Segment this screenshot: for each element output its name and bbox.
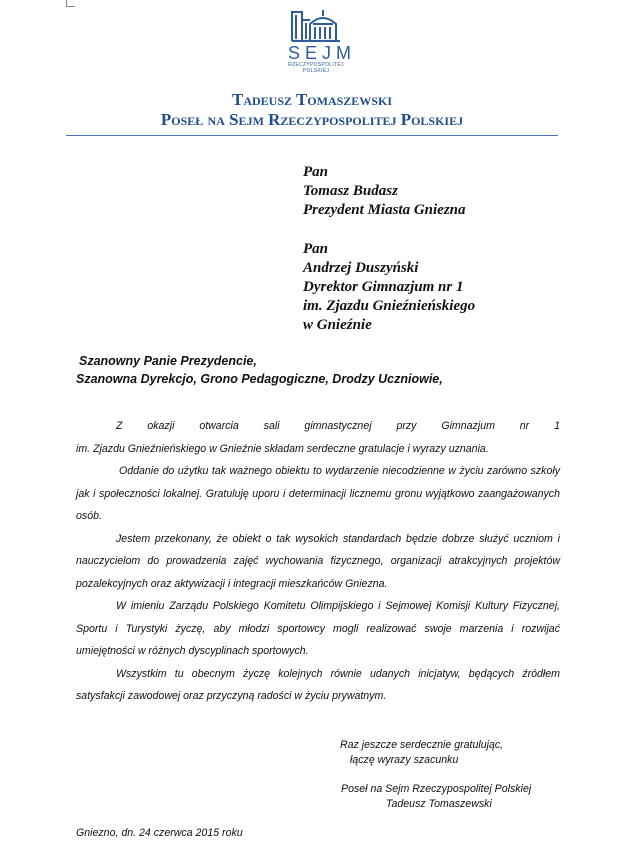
letter-body xyxy=(76,415,560,708)
logo-subtitle-line1: RZECZYPOSPOLITEJ xyxy=(288,62,344,68)
addressee-block-mayor xyxy=(303,163,466,220)
addressee-line: Andrzej Duszyński xyxy=(303,260,419,276)
sejm-building-icon xyxy=(290,8,342,42)
signature-name: Tadeusz Tomaszewski xyxy=(386,798,492,810)
addressee-line: Dyrektor Gimnazjum nr 1 xyxy=(303,279,464,295)
addressee-line: w Gnieźnie xyxy=(303,317,372,333)
addressee-line: im. Zjazdu Gnieźnieńskiego xyxy=(303,298,476,314)
author-title: Poseł na Sejm Rzeczypospolitej Polskiej xyxy=(160,110,464,129)
salutation-line-2: Szanowna Dyrekcjo, Grono Pedagogiczne, Drodzy Uczniowie, xyxy=(76,372,443,386)
addressee-line: Tomasz Budasz xyxy=(303,183,398,199)
logo-wordmark: SEJM xyxy=(288,43,357,63)
body-paragraph-2: Oddanie do użytku tak ważnego obiektu to wydarzenie niecodzienne w życiu zarówno szkoły jak i społeczności lokalnej. Gratuluję uporu i determinacji licznemu gronu wyjątkowo zaangażowanych osób. xyxy=(76,465,560,522)
addressee-line: Prezydent Miasta Gniezna xyxy=(303,202,466,218)
body-paragraph-3: Jestem przekonany, że obiekt o tak wysokich standardach będzie dobrze służyć uczniom i nauczycielom do prowadzenia zajęć wychowania fizycznego, organizacji atrakcyjnych projektów pozalekcyjnych oraz aktywizacji i integracji mieszkańców Gniezna. xyxy=(76,532,560,590)
body-paragraph-1-line-2: im. Zjazdu Gnieźnieńskiego w Gnieźnie składam serdeczne gratulacje i wyrazy uznania. xyxy=(76,442,489,455)
addressee-line: Pan xyxy=(303,241,329,257)
header-divider xyxy=(66,135,558,136)
logo-subtitle-line2: POLSKIEJ xyxy=(302,68,330,74)
page-corner-mark xyxy=(66,0,75,7)
closing-line-1: Raz jeszcze serdecznie gratulując, xyxy=(340,739,504,751)
body-paragraph-1-line-1: Z okazji otwarcia sali gimnastycznej przy Gimnazjum nr 1 xyxy=(116,420,560,432)
closing-line-2: łączę wyrazy szacunku xyxy=(350,754,459,766)
author-name: Tadeusz Tomaszewski xyxy=(232,90,392,109)
body-paragraph-5: Wszystkim tu obecnym życzę kolejnych równie udanych inicjatyw, będących źródłem satysfakcji zawodowej oraz przyczyną radości w życiu prywatnym. xyxy=(76,667,560,702)
sejm-logo xyxy=(283,8,357,74)
addressee-line: Pan xyxy=(303,164,329,180)
body-paragraph-4: W imieniu Zarządu Polskiego Komitetu Olimpijskiego i Sejmowej Komisji Kultury Fizycznej, Sportu i Turystyki życzę, aby młodzi sportowcy mogli realizować swoje marzenia i rozwijać umiejętności w różnych dyscyplinach sportowych. xyxy=(76,600,560,657)
addressee-block-director xyxy=(303,240,475,335)
place-and-date: Gniezno, dn. 24 czerwca 2015 roku xyxy=(76,827,243,839)
salutation-line-1: Szanowny Panie Prezydencie, xyxy=(79,354,257,368)
signature-title: Poseł na Sejm Rzeczypospolitej Polskiej xyxy=(341,783,532,795)
